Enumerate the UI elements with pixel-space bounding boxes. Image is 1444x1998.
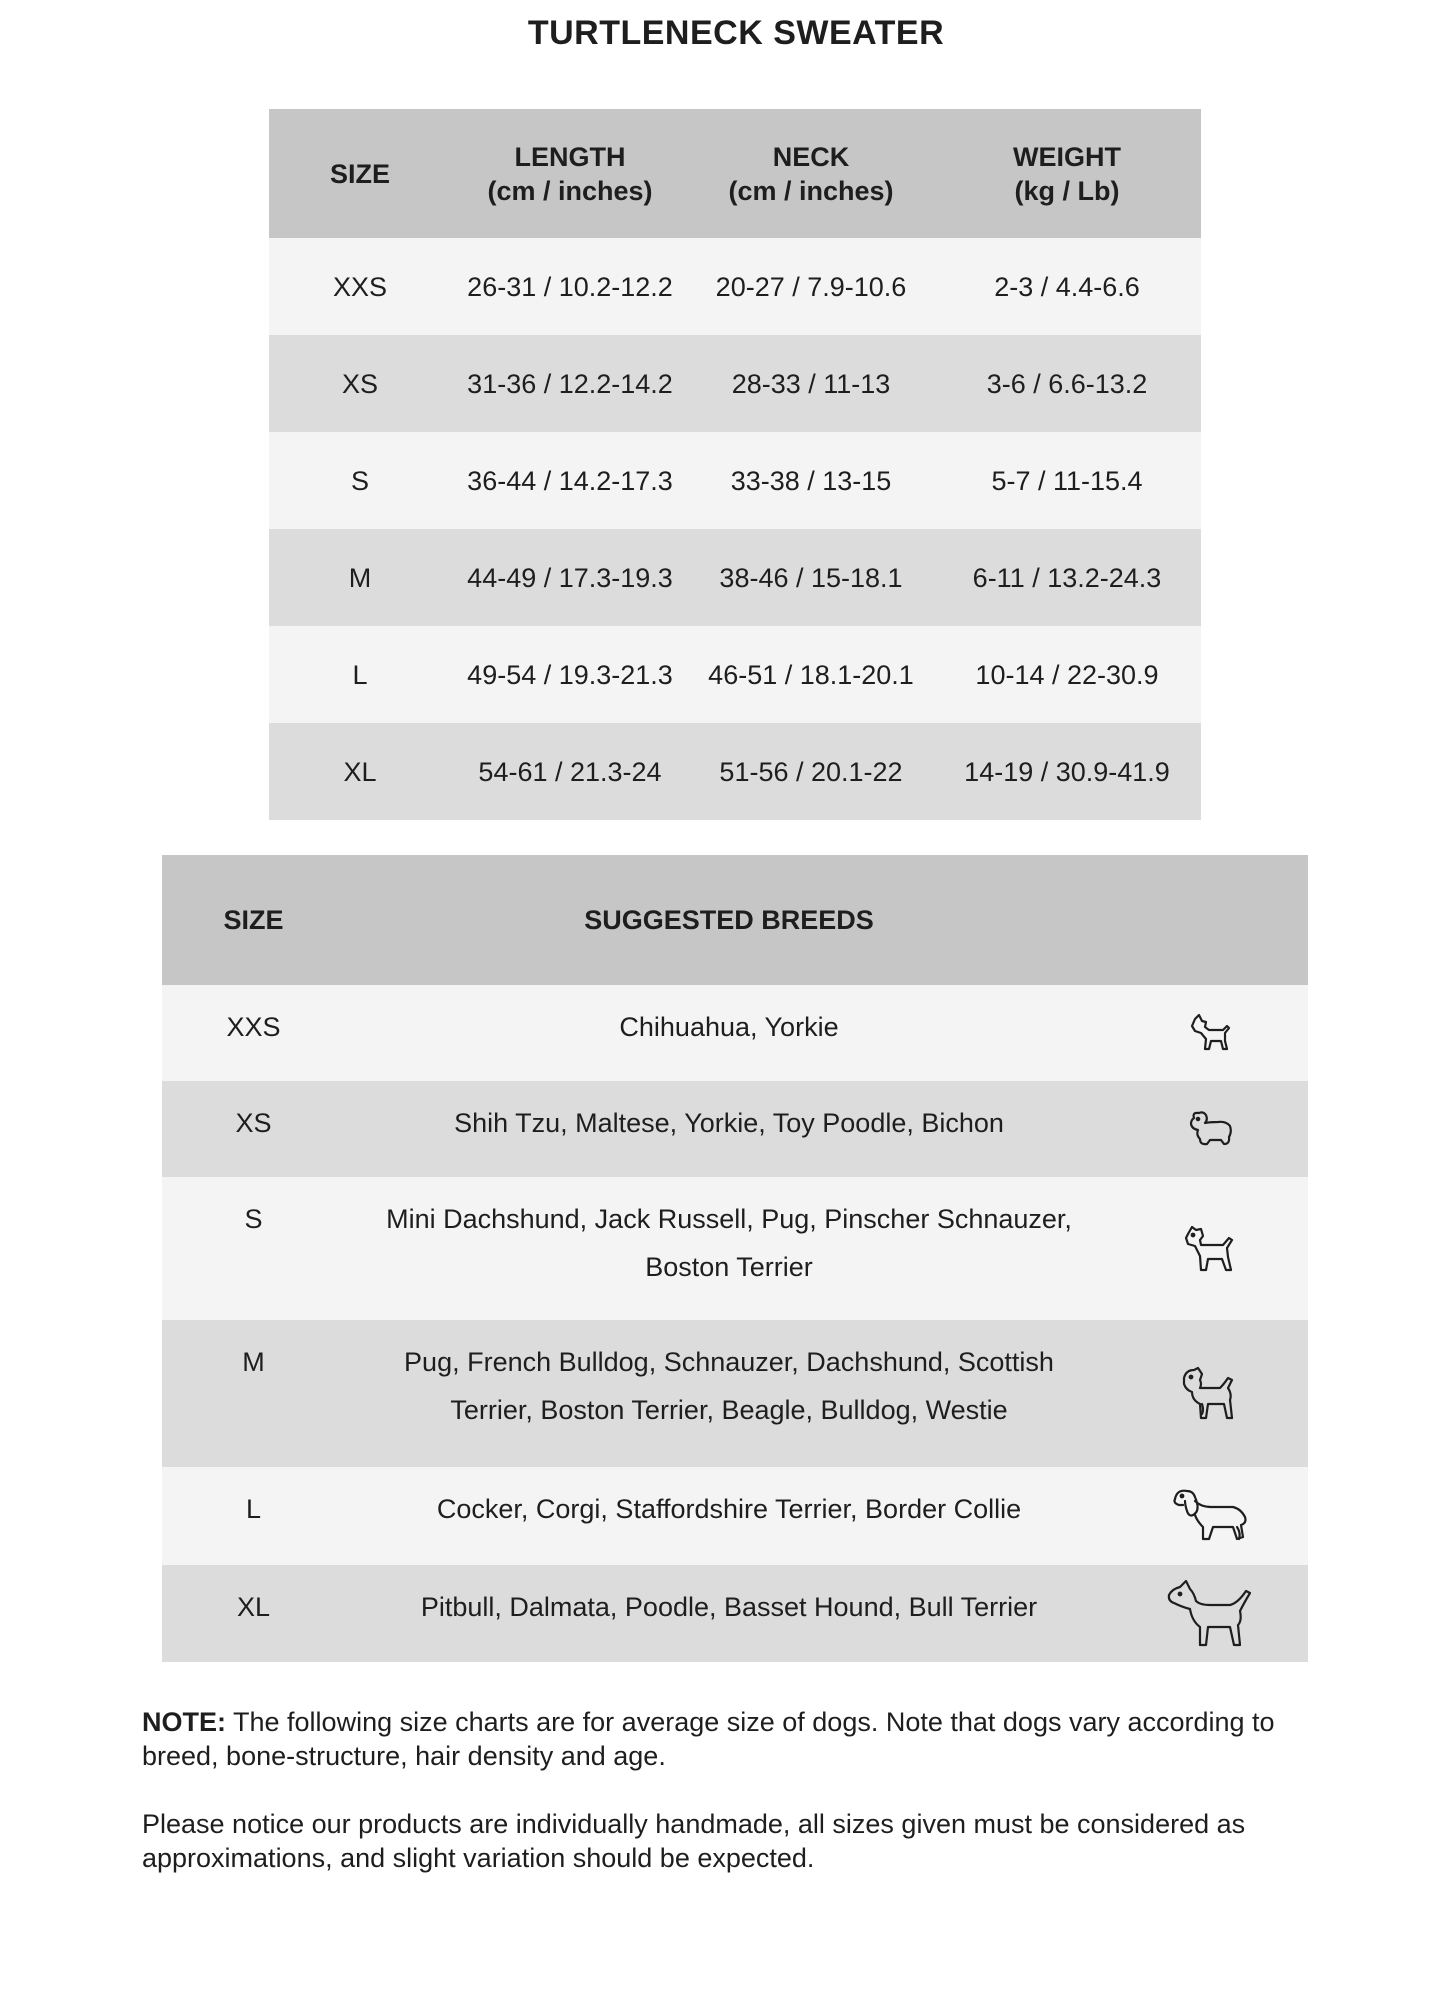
size-cell: L (352, 659, 368, 690)
size-cell: XS (341, 368, 379, 399)
fluffy-dog-icon (1113, 1110, 1308, 1148)
size-cell: XXS (332, 271, 388, 302)
header-length-label: LENGTH (514, 141, 626, 172)
weight-cell: 5-7 / 11-15.4 (991, 465, 1143, 496)
tiny-dog-icon (1113, 1013, 1308, 1053)
header-length-unit: (cm / inches) (487, 175, 653, 206)
weight-cell: 10-14 / 22-30.9 (975, 659, 1159, 690)
measurement-row-xl (269, 723, 1201, 820)
spaniel-dog-icon (1113, 1487, 1308, 1545)
size-cell: S (350, 465, 369, 496)
breeds-cell: Pitbull, Dalmata, Poodle, Basset Hound, Bull Terrier (420, 1592, 1038, 1622)
terrier-dog-icon (1113, 1366, 1308, 1422)
length-cell: 44-49 / 17.3-19.3 (467, 562, 673, 593)
header-neck-label: NECK (772, 141, 850, 172)
size-cell: XL (343, 756, 377, 787)
weight-cell: 2-3 / 4.4-6.6 (994, 271, 1140, 302)
neck-cell: 20-27 / 7.9-10.6 (715, 271, 907, 302)
breeds-line: Pug, French Bulldog, Schnauzer, Dachshund, Scottish (404, 1347, 1054, 1377)
breeds-cell: Shih Tzu, Maltese, Yorkie, Toy Poodle, Bichon (454, 1108, 1004, 1138)
length-cell: 49-54 / 19.3-21.3 (467, 659, 673, 690)
breeds-cell: Cocker, Corgi, Staffordshire Terrier, Border Collie (436, 1494, 1022, 1524)
measurement-row-s (269, 432, 1201, 529)
notes-section (142, 1705, 1332, 1909)
measurements-header-row (269, 109, 1201, 238)
note-text: The following size charts are for average size of dogs. Note that dogs vary according to breed, bone-structure, hair density and age. (142, 1707, 1275, 1771)
breeds-cell (345, 1320, 1113, 1434)
neck-cell: 46-51 / 18.1-20.1 (708, 659, 914, 690)
length-cell: 36-44 / 14.2-17.3 (467, 465, 673, 496)
weight-cell: 14-19 / 30.9-41.9 (964, 756, 1170, 787)
notice-paragraph: Please notice our products are individually handmade, all sizes given must be considered as approximations, and slight variation should be expected. (142, 1809, 1246, 1873)
length-cell: 31-36 / 12.2-14.2 (467, 368, 673, 399)
measurement-row-m (269, 529, 1201, 626)
breed-row-m (162, 1320, 1308, 1467)
header-neck-unit: (cm / inches) (728, 175, 894, 206)
neck-cell: 38-46 / 15-18.1 (719, 562, 903, 593)
breed-row-s (162, 1177, 1308, 1320)
breed-row-xl (162, 1565, 1308, 1662)
length-cell: 26-31 / 10.2-12.2 (467, 271, 673, 302)
breed-row-xxs (162, 985, 1308, 1081)
note-label: NOTE: (142, 1707, 226, 1737)
header-weight-unit: (kg / Lb) (1014, 175, 1120, 206)
breeds-line: Mini Dachshund, Jack Russell, Pug, Pinscher Schnauzer, (386, 1204, 1072, 1234)
size-cell: XXS (226, 1012, 281, 1042)
size-cell: M (242, 1347, 265, 1377)
header-weight-label: WEIGHT (1013, 141, 1121, 172)
header-size: SIZE (223, 905, 284, 935)
measurements-table (269, 109, 1201, 820)
breeds-table (162, 855, 1308, 1662)
breeds-cell (345, 1177, 1113, 1291)
header-neck (689, 140, 933, 208)
page-title: TURTLENECK SWEATER (527, 14, 945, 52)
breeds-line: Terrier, Boston Terrier, Beagle, Bulldog, Westie (450, 1395, 1008, 1425)
breeds-cell: Chihuahua, Yorkie (619, 1012, 839, 1042)
neck-cell: 33-38 / 13-15 (730, 465, 892, 496)
measurement-row-xs (269, 335, 1201, 432)
breed-row-l (162, 1467, 1308, 1565)
breed-row-xs (162, 1081, 1308, 1177)
measurement-row-xxs (269, 238, 1201, 335)
size-cell: XS (235, 1108, 272, 1138)
size-cell: M (348, 562, 372, 593)
size-cell: L (245, 1494, 262, 1524)
measurement-row-l (269, 626, 1201, 723)
neck-cell: 51-56 / 20.1-22 (719, 756, 903, 787)
small-dog-icon (1113, 1224, 1308, 1274)
weight-cell: 3-6 / 6.6-13.2 (986, 368, 1148, 399)
neck-cell: 28-33 / 11-13 (731, 368, 891, 399)
length-cell: 54-61 / 21.3-24 (478, 756, 662, 787)
size-cell: XL (236, 1592, 271, 1622)
size-cell: S (244, 1204, 263, 1234)
header-suggested-breeds: SUGGESTED BREEDS (584, 905, 874, 935)
header-weight (933, 140, 1201, 208)
header-length (451, 140, 689, 208)
breeds-line: Boston Terrier (645, 1252, 813, 1282)
note-paragraph (142, 1705, 1332, 1773)
breeds-header-row (162, 855, 1308, 985)
header-size: SIZE (329, 158, 390, 189)
weight-cell: 6-11 / 13.2-24.3 (972, 562, 1162, 593)
bull-terrier-dog-icon (1113, 1579, 1308, 1649)
